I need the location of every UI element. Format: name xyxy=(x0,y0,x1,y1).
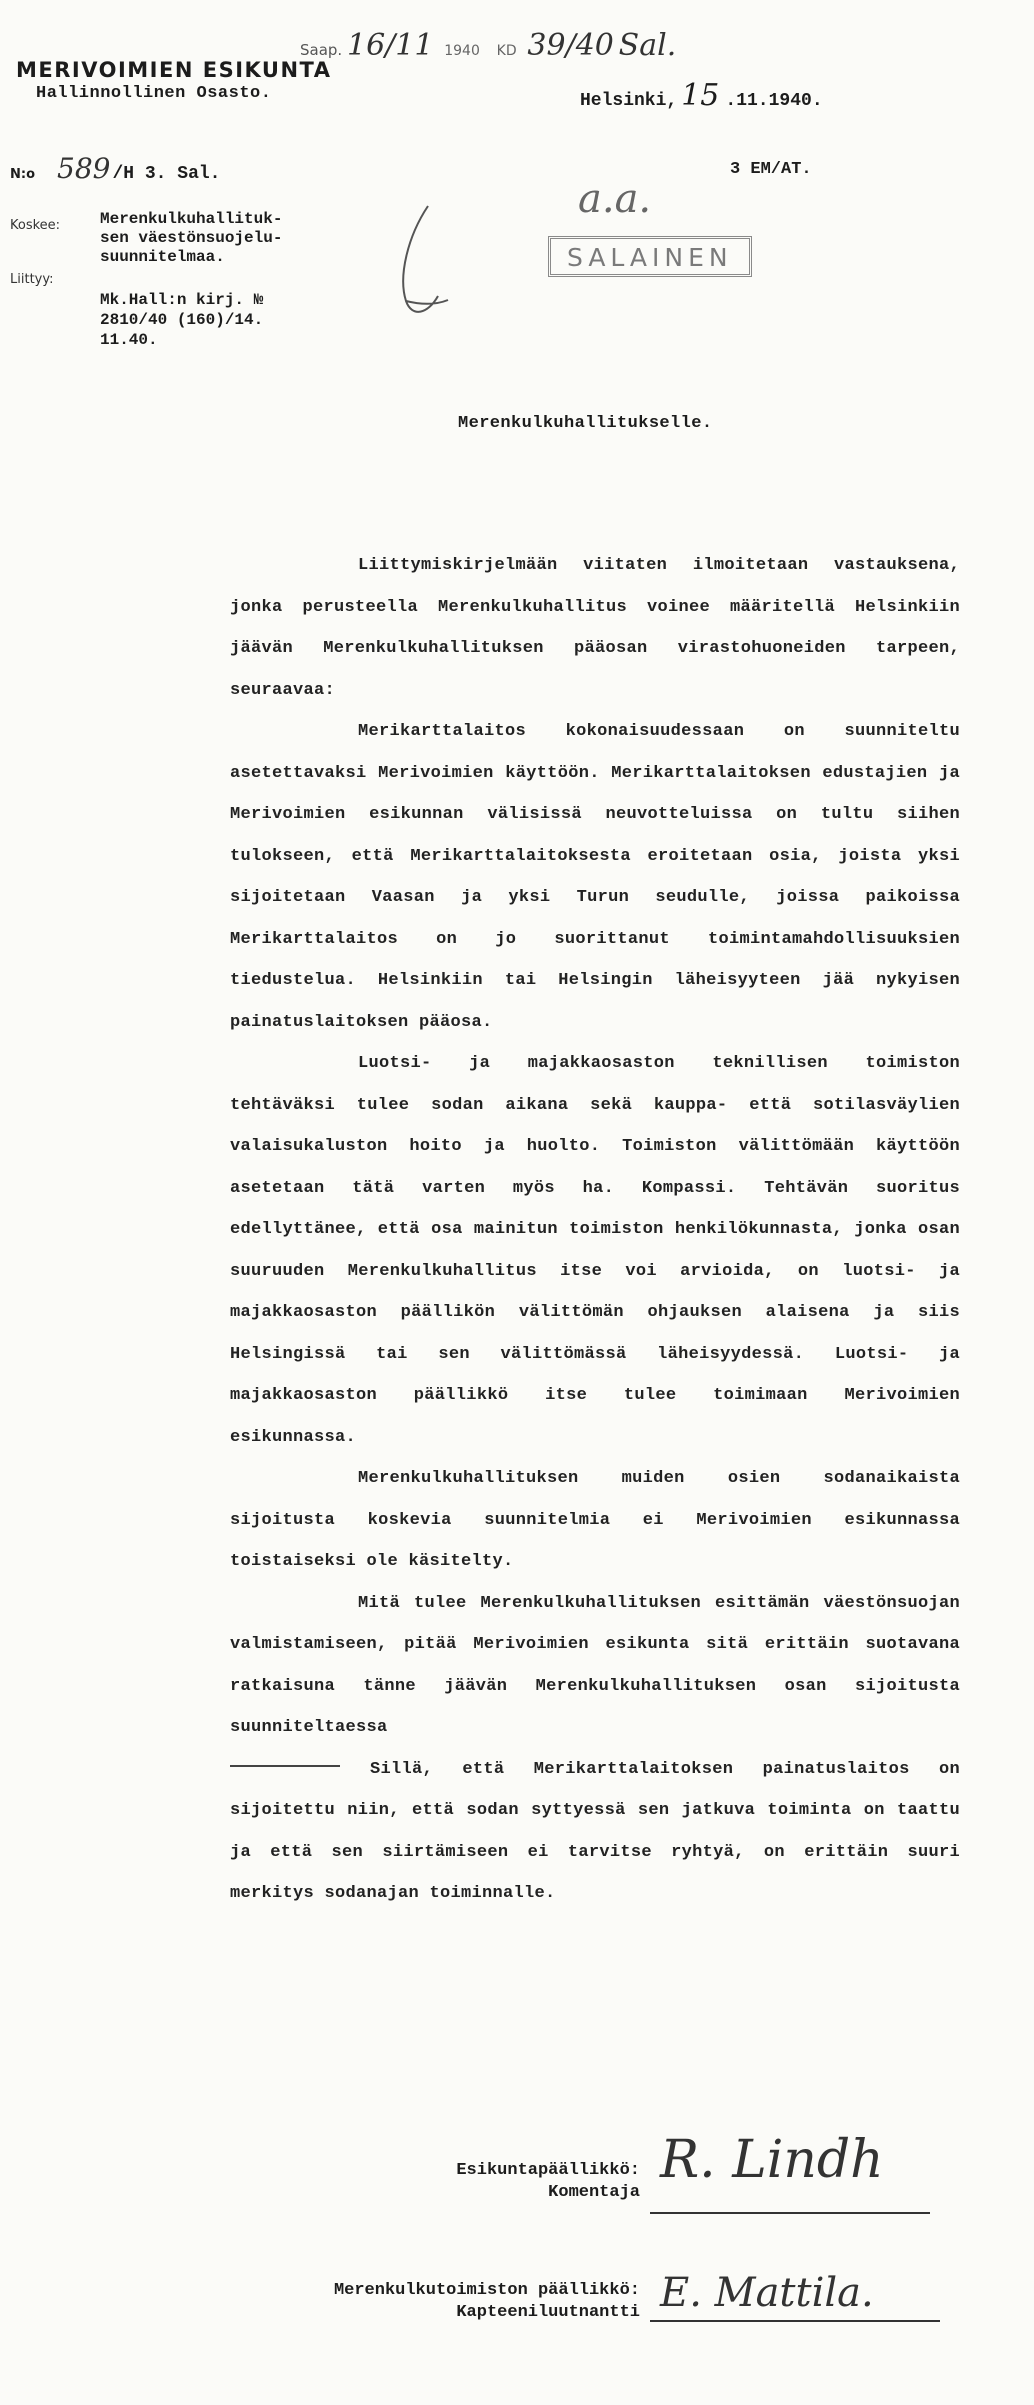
paragraph-1: Liittymiskirjelmään viitaten ilmoitetaan vastauksena, jonka perusteella Merenkulkuhallitus voinee määritellä Helsinkiin jäävän Merenkulkuhallituksen pääosan virastohuoneiden tarpeen, seuraavaa: xyxy=(230,556,960,700)
paragraph-5 xyxy=(230,1583,960,1915)
received-number: 39/40 xyxy=(527,28,614,63)
subject-text: Merenkulkuhallituk- sen väestönsuojelu- suunnitelmaa. xyxy=(100,210,283,266)
letter-body xyxy=(230,545,960,1915)
subject-label: Koskee: xyxy=(10,218,61,233)
paragraph-3: Luotsi- ja majakkaosaston teknillisen toimiston tehtäväksi tulee sodan aikana sekä kauppa- että sotilasväylien valaisukaluston hoito ja huolto. Toimiston välittömään käyttöön asetetaan tätä varten myös ha. Kompassi. Tehtävän suoritus edellyttänee, että osa mainitun toimiston henkilökunnasta, jonka osan suuruuden Merenkulkuhallitus itse voi arvioida, on luotsi- ja majakkaosaston päällikön välittömän ohjauksen alaisena ja siis Helsingissä tai sen välittömässä läheisyydessä. Luotsi- ja majakkaosaston päällikkö itse tulee toimimaan Merivoimien esikunnassa. xyxy=(230,1054,960,1447)
signature-line-2 xyxy=(650,2320,940,2322)
received-date: 16/11 xyxy=(346,28,434,63)
day-handwritten: 15 xyxy=(681,78,720,113)
signature-2: E. Mattila. xyxy=(660,2270,874,2316)
signer-rank-2: Kapteeniluutnantti xyxy=(456,2303,640,2322)
reference-handwritten: 589 xyxy=(57,152,111,185)
signer-title-2: Merenkulkutoimiston päällikkö: xyxy=(333,2281,640,2300)
received-stamp xyxy=(300,28,676,63)
signature-1: R. Lindh xyxy=(660,2130,884,2190)
organization-name: MERIVOIMIEN ESIKUNTA xyxy=(16,58,332,82)
signature-block-maritime-office xyxy=(230,2280,640,2324)
reference-code: 3 EM/AT. xyxy=(730,160,812,179)
reference-number xyxy=(10,152,221,185)
month-year: .11.1940. xyxy=(725,91,823,111)
relates-label: Liittyy: xyxy=(10,272,54,287)
paragraph-2: Merikarttalaitos kokonaisuudessaan on suunniteltu asetettavaksi Merivoimien käyttöön. Merikarttalaitoksen edustajien ja Merivoimien esikunnan välisissä neuvotteluissa on tultu siihen tulokseen, että Merikarttalaitoksesta eroitetaan osia, joista yksi sijoitetaan Vaasan ja yksi Turun seudulle, joissa paikoissa Merikarttalaitos on jo suorittanut toimintamahdollisuuksien tiedustelua. Helsinkiin tai Helsingin läheisyyteen jää nykyisen painatuslaitoksen pääosa. xyxy=(230,722,960,1032)
paragraph-4: Merenkulkuhallituksen muiden osien sodanaikaista sijoitusta koskevia suunnitelmia ei Merivoimien esikunnassa toistaiseksi ole käsitelty. xyxy=(230,1469,960,1571)
received-kd: KD xyxy=(496,43,517,59)
place-date xyxy=(580,78,823,113)
place: Helsinki, xyxy=(580,91,678,111)
signature-line-1 xyxy=(650,2212,930,2214)
reference-label: N:o xyxy=(10,167,36,182)
department-name: Hallinnollinen Osasto. xyxy=(36,84,272,103)
paragraph-5-part-2: Sillä, että Merikarttalaitoksen painatuslaitos on sijoitettu niin, että sodan syttyessä sen jatkuva toiminta on taattu ja että sen siirtämiseen ei tarvitse ryhtyä, on erittäin suuri merkitys sodanajan toiminnalle. xyxy=(230,1759,960,1903)
handwritten-initial: a.a. xyxy=(578,176,652,222)
handwritten-insert-line xyxy=(230,1765,340,1767)
received-prefix: Saap. xyxy=(300,41,343,59)
reference-suffix: /H 3. Sal. xyxy=(112,164,221,184)
received-class: Sal. xyxy=(618,28,677,63)
relates-text: Mk.Hall:n kirj. № 2810/40 (160)/14. 11.40. xyxy=(100,291,264,349)
signer-rank-1: Komentaja xyxy=(548,2183,640,2202)
paragraph-5-part-1: Mitä tulee Merenkulkuhallituksen esittämän väestönsuojan valmistamiseen, pitää Merivoimien esikunta sitä erittäin suotavana ratkaisuna tänne jäävän Merenkulkuhallituksen osan sijoitusta suunniteltaessa xyxy=(230,1593,960,1737)
recipient: Merenkulkuhallitukselle. xyxy=(458,414,713,433)
signer-title-1: Esikuntapäällikkö: xyxy=(456,2161,640,2180)
signature-block-chief-of-staff xyxy=(380,2160,640,2204)
secret-stamp: SALAINEN xyxy=(548,236,752,277)
handwritten-scribble-mark xyxy=(388,196,458,326)
received-year: 1940 xyxy=(444,43,480,59)
